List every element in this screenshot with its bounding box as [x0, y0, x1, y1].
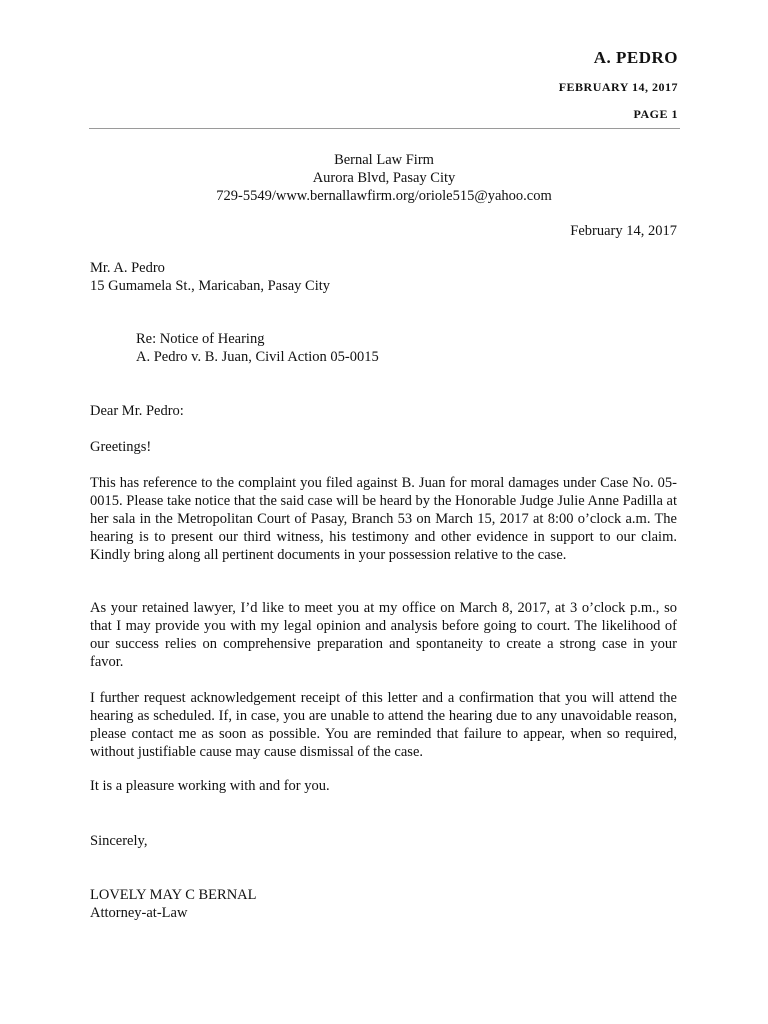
recipient-name: Mr. A. Pedro [90, 260, 165, 276]
header-date: FEBRUARY 14, 2017 [558, 80, 678, 94]
firm-contact: 729-5549/www.bernallawfirm.org/oriole515@yahoo.com [216, 188, 552, 204]
header-divider [89, 128, 680, 129]
recipient-address: 15 Gumamela St., Maricaban, Pasay City [90, 278, 331, 294]
body-paragraph-pleasure: It is a pleasure working with and for you. [90, 778, 330, 794]
signer-title: Attorney-at-Law [90, 905, 188, 921]
firm-address: Aurora Blvd, Pasay City [312, 170, 456, 186]
header-name: A. PEDRO [593, 48, 678, 67]
body-paragraph-acknowledgement: I further request acknowledgement receipt of this letter and a confirmation that you will attend the hearing as scheduled. If, in case, you are unable to attend the hearing due to any unavoidable reason, please contact me as soon as possible. You are reminded that failure to appear, when so required, without justifiable cause may cause dismissal of the case. [90, 690, 677, 760]
body-paragraph-meeting-request: As your retained lawyer, I’d like to meet you at my office on March 8, 2017, at 3 o’clock p.m., so that I may provide you with my legal opinion and analysis before going to court. The likelihood of our success relies on comprehensive preparation and spontaneity to create a strong case in your favor. [90, 600, 677, 670]
reference-case: A. Pedro v. B. Juan, Civil Action 05-0015 [136, 349, 379, 365]
greeting: Greetings! [90, 439, 152, 455]
salutation: Dear Mr. Pedro: [90, 403, 184, 419]
body-paragraph-hearing-notice: This has reference to the complaint you filed against B. Juan for moral damages under Case No. 05-0015. Please take notice that the said case will be heard by the Honorable Judge Julie Anne Padilla at her sala in the Metropolitan Court of Pasay, Branch 53 on March 15, 2017 at 8:00 o’clock a.m. The hearing is to present our third witness, his testimony and other evidence in support to our claim. Kindly bring along all pertinent documents in your possession relative to the case. [90, 475, 677, 563]
letterhead [90, 151, 678, 205]
letter-date: February 14, 2017 [570, 223, 677, 239]
signer-name: LOVELY MAY C BERNAL [90, 887, 257, 903]
closing: Sincerely, [90, 833, 148, 849]
recipient-block [90, 259, 330, 295]
signature-block [90, 886, 257, 922]
reference-subject: Re: Notice of Hearing [136, 331, 265, 347]
firm-name: Bernal Law Firm [334, 152, 434, 168]
header-page-number: PAGE 1 [633, 107, 678, 121]
reference-block [136, 330, 379, 366]
